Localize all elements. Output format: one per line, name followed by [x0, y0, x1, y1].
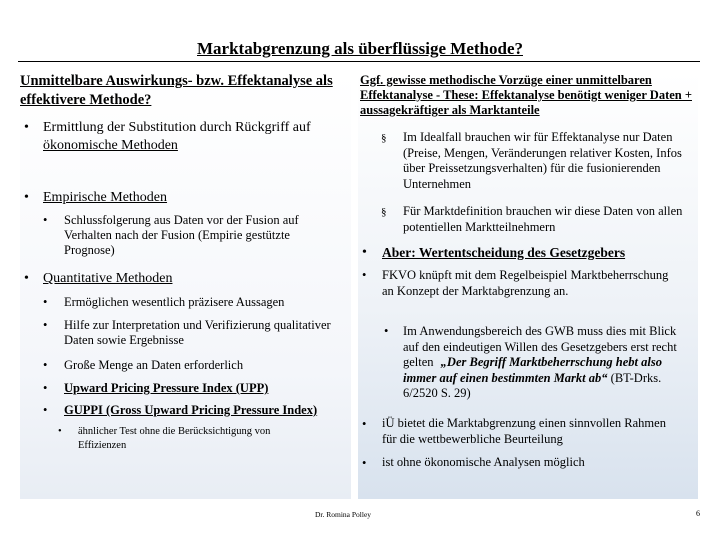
list-item-source: (BT-Drks. 6/2520 S. 29)	[403, 370, 662, 400]
list-item	[43, 119, 355, 155]
list-item: Aber: Wertentscheidung des Gesetzgebers	[382, 245, 626, 260]
bullet-icon: •	[362, 245, 367, 260]
list-item: Schlussfolgerung aus Daten vor der Fusion auf Verhalten nach der Fusion (Empirie gestützte Prognose)	[64, 213, 299, 257]
list-item: ähnlicher Test ohne die Berücksichtigung von Effizienzen	[78, 426, 271, 451]
page-number: 6	[696, 509, 700, 518]
list-item: iÜ bietet die Marktabgrenzung einen sinnvollen Rahmen für die wettbewerbliche Beurteilung	[382, 416, 666, 446]
bullet-icon: •	[24, 271, 29, 286]
list-item: Große Menge an Daten erforderlich	[64, 358, 244, 372]
list-item: Für Marktdefinition brauchen wir diese Daten von allen potentiellen Marktteilnehmern	[403, 204, 683, 234]
bullet-icon: •	[43, 381, 48, 395]
bullet-icon: •	[362, 268, 367, 282]
list-item-underlined: ökonomische Methoden	[43, 138, 178, 153]
bullet-icon: •	[43, 213, 48, 227]
bullet-icon: •	[24, 190, 29, 205]
title-divider	[18, 61, 700, 62]
list-item: GUPPI (Gross Upward Pricing Pressure Index)	[64, 403, 318, 417]
footer-author: Dr. Romina Polley	[315, 510, 372, 519]
list-item-text: Im Anwendungsbereich des GWB muss dies mit Blick auf den eindeutigen Willen des Gesetzgebers erst recht gelten	[403, 324, 677, 369]
list-item-quote: „Der Begriff Marktbeherrschung hebt also immer auf einen bestimmten Markt ab“	[403, 355, 662, 385]
bullet-icon: •	[362, 456, 367, 470]
list-item: Ermöglichen wesentlich präzisere Aussagen	[64, 295, 285, 309]
bullet-icon: •	[384, 324, 389, 338]
bullet-icon: •	[43, 295, 48, 309]
list-item-text: Ermittlung der Substitution durch Rückgriff auf	[43, 120, 311, 135]
list-item: FKVO knüpft mit dem Regelbeispiel Marktbeherrschung an Konzept der Marktabgrenzung an.	[382, 268, 669, 298]
list-item: Quantitative Methoden	[43, 271, 173, 286]
list-item: Upward Pricing Pressure Index (UPP)	[64, 381, 269, 395]
list-item	[403, 324, 695, 402]
bullet-icon: •	[24, 120, 29, 135]
bullet-icon: •	[43, 318, 48, 332]
bullet-icon: §	[381, 206, 387, 218]
list-item: ist ohne ökonomische Analysen möglich	[382, 455, 585, 469]
bullet-icon: •	[43, 403, 48, 417]
list-item: Empirische Methoden	[43, 190, 168, 205]
list-item: Hilfe zur Interpretation und Verifizierung qualitativer Daten sowie Ergebnisse	[64, 318, 331, 347]
bullet-icon: •	[58, 426, 62, 437]
left-heading: Unmittelbare Auswirkungs- bzw. Effektanalyse als effektivere Methode?	[20, 73, 333, 108]
bullet-icon: •	[362, 417, 367, 431]
bullet-icon: §	[381, 132, 387, 144]
list-item: Im Idealfall brauchen wir für Effektanalyse nur Daten (Preise, Mengen, Veränderungen relativer Kosten, Infos über Preissetzungsverhalten) für die fusionierenden Unternehmen	[403, 130, 682, 191]
right-heading: Ggf. gewisse methodische Vorzüge einer unmittelbaren Effektanalyse - These: Effektanalyse benötigt weniger Daten + aussagekräftiger als Marktanteile	[360, 73, 692, 117]
bullet-icon: •	[43, 358, 48, 372]
slide-title: Marktabgrenzung als überflüssige Methode?	[197, 39, 523, 58]
